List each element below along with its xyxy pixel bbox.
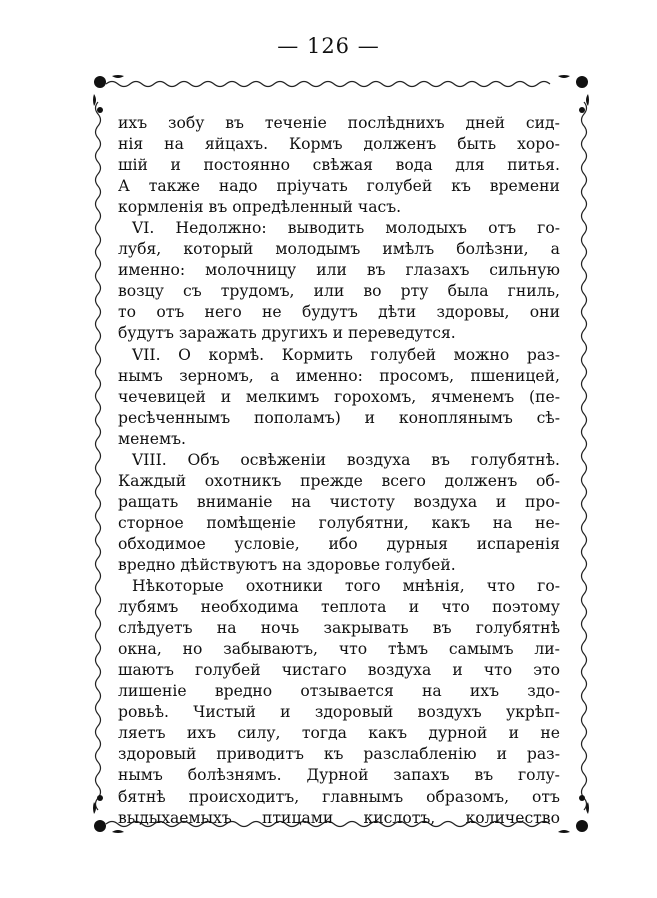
text-line: VII. О кормѣ. Кормить голубей можно раз- [132,345,560,364]
text-line: то отъ него не будутъ дѣти здоровы, они [118,303,560,322]
text-line: ресѣченнымъ пополамъ) и коноплянымъ сѣ- [118,408,560,427]
corner-ornament-bottom-right [558,795,589,833]
text-line: сторное помѣщеніе голубятни, какъ на не- [118,513,560,532]
body-text [118,113,560,829]
text-line: бятнѣ происходитъ, главнымъ образомъ, отъ [118,787,560,806]
text-line: окна, но забываютъ, что тѣмъ самымъ ли- [118,640,560,659]
text-line: Нѣкоторые охотники того мнѣнія, что го- [132,577,560,596]
text-line: нымъ болѣзнямъ. Дурной запахъ въ голу- [118,766,560,785]
text-line: именно: молочницу или въ глазахъ сильную [118,261,560,280]
text-line: ихъ зобу въ теченіе послѣднихъ дней сид- [118,114,560,132]
page-number: — 126 — [277,34,380,58]
text-line: А также надо пріучать голубей къ времени [118,177,560,196]
corner-ornament-top-right [558,75,589,113]
text-line: VI. Недолжно: выводить молодыхъ отъ го- [132,219,560,238]
corner-ornament-top-left [93,75,124,113]
text-line: обходимое условіе, ибо дурныя испаренія [118,534,560,553]
text-line: нымъ зерномъ, а именно: просомъ, пшеницей, [118,366,560,385]
text-line: нія на яйцахъ. Кормъ долженъ быть хоро- [118,135,560,154]
text-line: вредно дѣйствуютъ на здоровье голубей. [118,555,456,574]
text-line: ровьѣ. Чистый и здоровый воздухъ укрѣп- [118,703,560,722]
text-line: выдыхаемыхъ птицами кислотъ, количество [118,808,560,827]
text-line: шаютъ голубей чистаго воздуха и что это [118,661,560,680]
text-line: возцу съ трудомъ, или во рту была гниль, [118,282,560,301]
text-line: слѣдуетъ на ночь закрывать въ голубятнѣ [118,619,560,638]
text-line: кормленія въ опредѣленный часъ. [118,198,402,217]
text-line: лишеніе вредно отзывается на ихъ здо- [118,682,560,701]
text-line: чечевицей и мелкимъ горохомъ, ячменемъ (пе- [118,387,560,406]
text-line: ращать вниманіе на чистоту воздуха и про- [118,492,560,511]
text-line: Каждый охотникъ прежде всего долженъ об- [118,471,560,490]
text-line: лубя, который молодымъ имѣлъ болѣзни, а [118,240,560,259]
text-line: шій и постоянно свѣжая вода для питья. [118,156,560,175]
text-line: менемъ. [118,429,186,448]
text-line: будутъ заражать другихъ и переведутся. [118,324,456,343]
text-line: ляетъ ихъ силу, тогда какъ дурной и не [118,724,560,743]
text-line: лубямъ необходима теплота и что поэтому [118,598,560,617]
text-line: VIII. Объ освѣженіи воздуха въ голубятнѣ. [132,450,560,469]
text-line: здоровый приводитъ къ разслабленію и раз- [118,745,560,764]
